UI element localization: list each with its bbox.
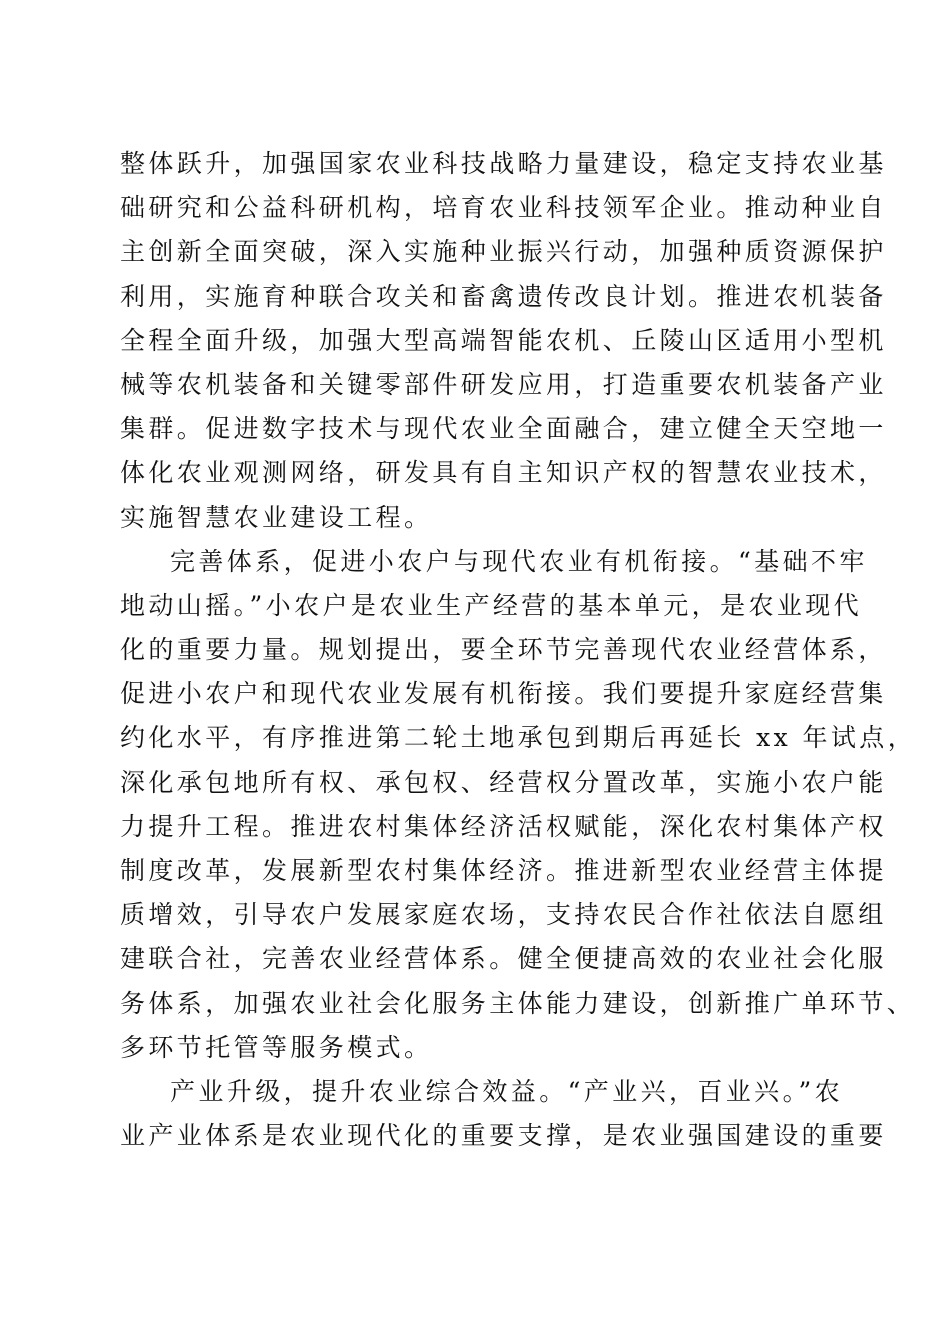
text-line: 约化水平，有序推进第二轮土地承包到期后再延长 xx 年试点， [120, 723, 917, 753]
paragraph-first-line: 完善体系，促进小农户与现代农业有机衔接。“基础不牢 [170, 546, 868, 576]
text-line: 促进小农户和现代农业发展有机衔接。我们要提升家庭经营集 [120, 679, 887, 709]
text-line: 整体跃升，加强国家农业科技战略力量建设，稳定支持农业基 [120, 149, 887, 178]
text-line: 械等农机装备和关键零部件研发应用，打造重要农机装备产业 [120, 369, 887, 399]
text-line: 主创新全面突破，深入实施种业振兴行动，加强种质资源保护 [120, 237, 887, 267]
text-line: 全程全面升级，加强大型高端智能农机、丘陵山区适用小型机 [120, 325, 887, 355]
text-line: 地动山摇。”小农户是农业生产经营的基本单元，是农业现代 [120, 590, 863, 620]
text-line: 业产业体系是农业现代化的重要支撑，是农业强国建设的重要 [120, 1121, 887, 1151]
text-line: 建联合社，完善农业经营体系。健全便捷高效的农业社会化服 [120, 944, 887, 974]
text-line: 实施智慧农业建设工程。 [120, 502, 433, 532]
text-line: 务体系，加强农业社会化服务主体能力建设，创新推广单环节、 [120, 988, 916, 1018]
text-line: 质增效，引导农户发展家庭农场，支持农民合作社依法自愿组 [120, 900, 887, 930]
text-line: 制度改革，发展新型农村集体经济。推进新型农业经营主体提 [120, 856, 887, 885]
text-line: 多环节托管等服务模式。 [120, 1032, 433, 1062]
text-line: 深化承包地所有权、承包权、经营权分置改革，实施小农户能 [120, 767, 887, 797]
text-line: 化的重要力量。规划提出，要全环节完善现代农业经营体系， [120, 635, 887, 665]
text-line: 利用，实施育种联合攻关和畜禽遗传改良计划。推进农机装备 [120, 281, 887, 311]
text-line: 集群。促进数字技术与现代农业全面融合，建立健全天空地一 [120, 414, 887, 444]
text-line: 础研究和公益科研机构，培育农业科技领军企业。推动种业自 [120, 193, 887, 223]
text-line: 力提升工程。推进农村集体经济活权赋能，深化农村集体产权 [120, 811, 887, 841]
text-line: 体化农业观测网络，研发具有自主知识产权的智慧农业技术， [120, 458, 887, 488]
paragraph-first-line: 产业升级，提升农业综合效益。“产业兴，百业兴。”农 [170, 1076, 844, 1106]
document-body [120, 142, 917, 1158]
